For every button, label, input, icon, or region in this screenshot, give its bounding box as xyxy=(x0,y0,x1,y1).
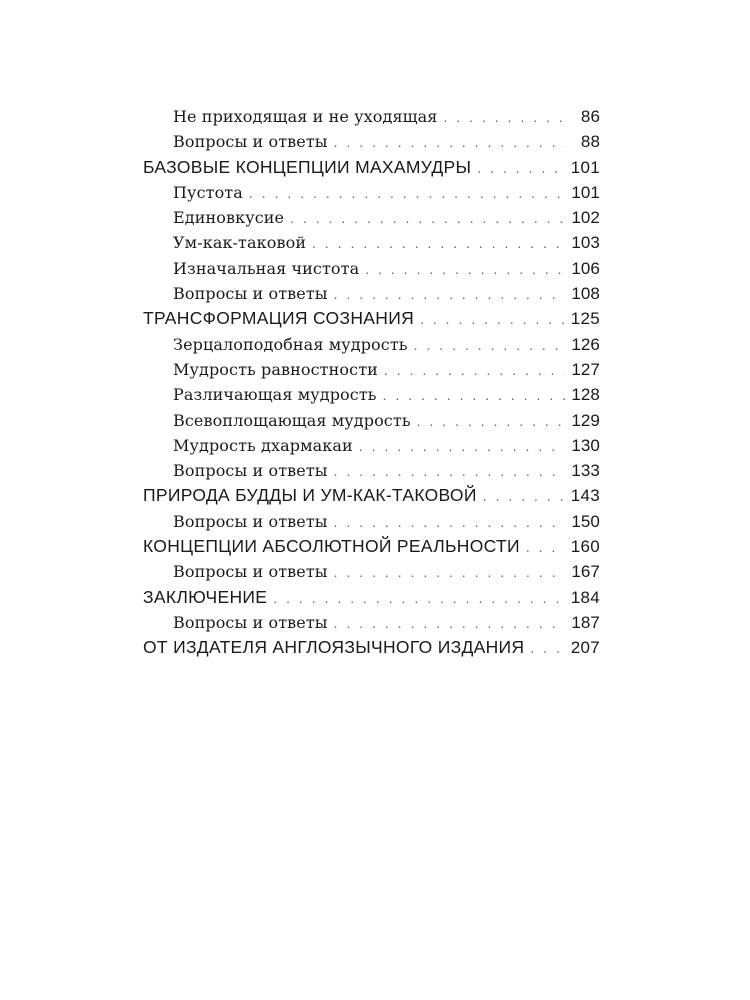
dot-leader xyxy=(483,485,565,510)
entry-title: Вопросы и ответы xyxy=(173,562,328,582)
toc-chapter-entry xyxy=(143,534,600,559)
entry-title: Изначальная чистота xyxy=(173,258,360,278)
entry-page-number: 101 xyxy=(570,157,600,177)
dot-leader xyxy=(334,511,566,536)
entry-title: Вопросы и ответы xyxy=(173,612,328,632)
entry-title: Не приходящая и не уходящая xyxy=(173,107,438,126)
entry-page-number: 88 xyxy=(580,132,600,152)
toc-section-entry xyxy=(143,357,600,382)
dot-leader xyxy=(417,410,566,435)
toc-section-entry xyxy=(143,382,600,407)
dot-leader xyxy=(420,308,565,333)
toc-chapter-entry xyxy=(143,635,600,660)
entry-page-number: 207 xyxy=(570,638,600,658)
entry-title: Вопросы и ответы xyxy=(173,511,328,531)
toc-section-entry xyxy=(143,610,600,635)
toc-section-entry xyxy=(143,433,600,458)
entry-title: БАЗОВЫЕ КОНЦЕПЦИИ МАХАМУДРЫ xyxy=(143,156,472,177)
toc-section-entry xyxy=(143,129,600,154)
entry-title: Мудрость равностности xyxy=(173,359,378,379)
toc-section-entry xyxy=(143,104,600,129)
toc-section-entry xyxy=(143,509,600,534)
toc-chapter-entry xyxy=(143,585,600,610)
dot-leader xyxy=(290,207,565,232)
toc-chapter-entry xyxy=(143,483,600,508)
entry-page-number: 108 xyxy=(571,284,600,304)
dot-leader xyxy=(249,182,565,207)
entry-title: Единовкусие xyxy=(173,208,285,228)
entry-page-number: 101 xyxy=(571,182,600,202)
dot-leader xyxy=(414,334,566,359)
toc-section-entry xyxy=(143,281,600,306)
dot-leader xyxy=(359,435,566,460)
entry-title: Вопросы и ответы xyxy=(173,284,328,304)
table-of-contents xyxy=(143,104,600,661)
entry-page-number: 130 xyxy=(571,435,600,455)
toc-chapter-entry xyxy=(143,155,600,180)
entry-page-number: 133 xyxy=(571,461,600,481)
dot-leader xyxy=(383,384,566,409)
dot-leader xyxy=(526,536,565,561)
entry-page-number: 160 xyxy=(570,537,600,557)
entry-page-number: 143 xyxy=(570,486,600,506)
entry-title: ПРИРОДА БУДДЫ И УМ-КАК-ТАКОВОЙ xyxy=(143,485,477,506)
entry-page-number: 126 xyxy=(571,334,600,354)
toc-section-entry xyxy=(143,559,600,584)
dot-leader xyxy=(477,157,564,182)
entry-page-number: 102 xyxy=(571,208,600,228)
entry-page-number: 187 xyxy=(571,612,600,632)
entry-title: ТРАНСФОРМАЦИЯ СОЗНАНИЯ xyxy=(143,308,415,329)
entry-title: КОНЦЕПЦИИ АБСОЛЮТНОЙ РЕАЛЬНОСТИ xyxy=(143,536,520,557)
entry-title: Различающая мудрость xyxy=(173,385,377,405)
entry-page-number: 103 xyxy=(571,233,600,253)
toc-section-entry xyxy=(143,332,600,357)
toc-section-entry xyxy=(143,230,600,255)
entry-page-number: 128 xyxy=(571,385,600,405)
toc-section-entry xyxy=(143,180,600,205)
dot-leader xyxy=(384,359,565,384)
toc-chapter-entry xyxy=(143,306,600,331)
entry-page-number: 150 xyxy=(571,511,600,531)
dot-leader xyxy=(334,561,566,586)
entry-page-number: 127 xyxy=(571,359,600,379)
entry-page-number: 106 xyxy=(571,258,600,278)
dot-leader xyxy=(530,637,564,662)
entry-page-number: 167 xyxy=(571,562,600,582)
entry-title: Вопросы и ответы xyxy=(173,132,328,152)
entry-page-number: 125 xyxy=(570,309,600,329)
toc-section-entry xyxy=(143,256,600,281)
dot-leader xyxy=(334,612,566,637)
toc-section-entry xyxy=(143,458,600,483)
entry-page-number: 129 xyxy=(571,410,600,430)
entry-title: Пустота xyxy=(173,182,243,202)
dot-leader xyxy=(334,460,566,485)
entry-page-number: 86 xyxy=(580,107,600,126)
entry-title: Всевоплощающая мудрость xyxy=(173,410,411,430)
entry-title: Ум-как-таковой xyxy=(173,233,307,253)
entry-title: Вопросы и ответы xyxy=(173,461,328,481)
entry-page-number: 184 xyxy=(570,587,600,607)
dot-leader xyxy=(365,258,565,283)
dot-leader xyxy=(273,587,564,612)
entry-title: Зерцалоподобная мудрость xyxy=(173,334,408,354)
dot-leader xyxy=(334,131,566,156)
entry-title: ОТ ИЗДАТЕЛЯ АНГЛОЯЗЫЧНОГО ИЗДАНИЯ xyxy=(143,637,525,658)
dot-leader xyxy=(334,283,566,308)
entry-title: ЗАКЛЮЧЕНИЕ xyxy=(143,586,268,607)
toc-section-entry xyxy=(143,408,600,433)
dot-leader xyxy=(443,106,566,131)
toc-section-entry xyxy=(143,205,600,230)
entry-title: Мудрость дхармакаи xyxy=(173,435,353,455)
dot-leader xyxy=(312,232,565,257)
